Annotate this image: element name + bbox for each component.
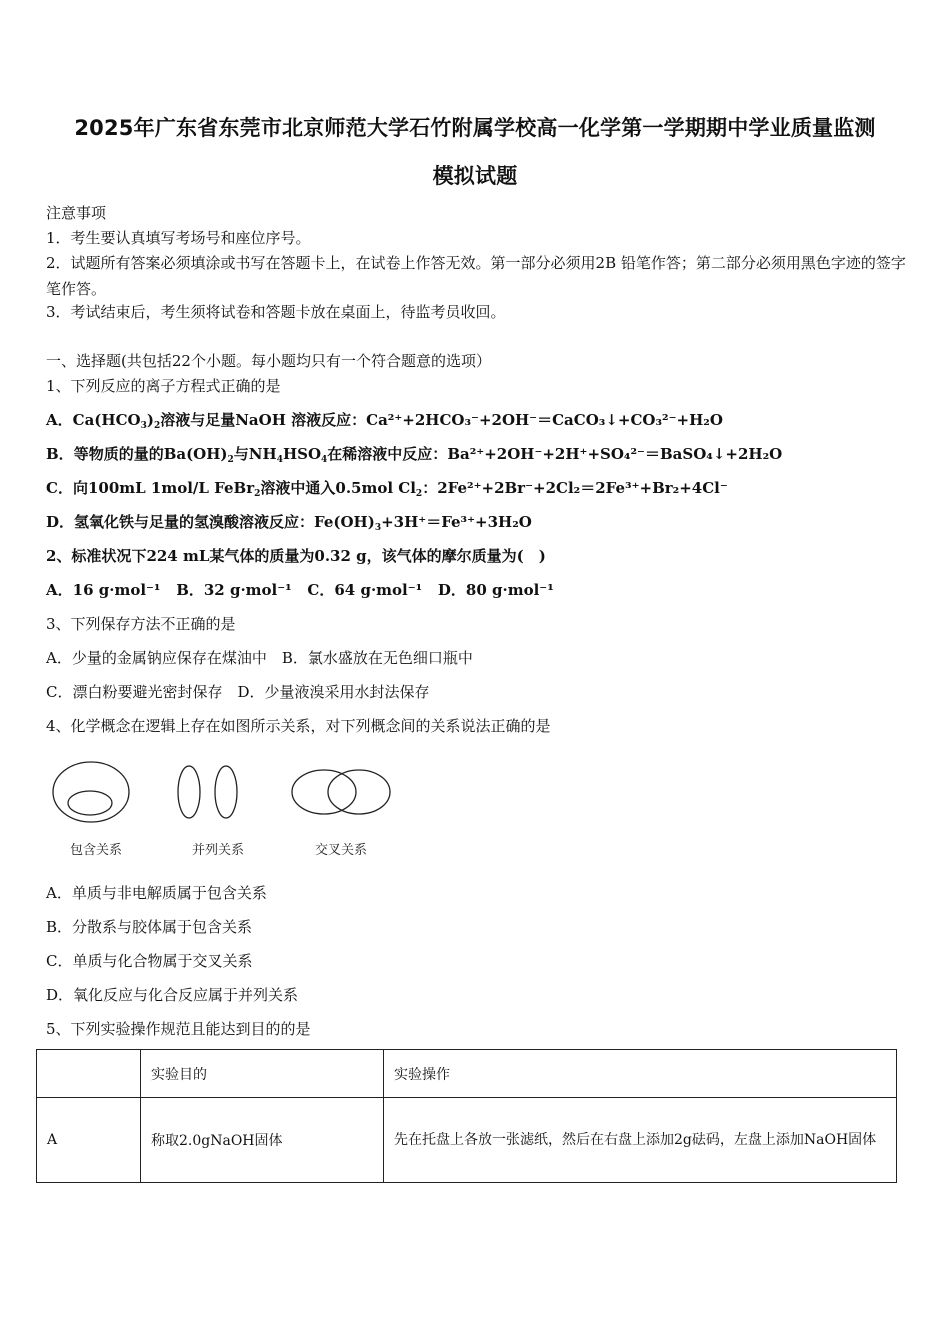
q2-stem: 2、标准状况下224 mL某气体的质量为0.32 g，该气体的摩尔质量为( ) (46, 547, 546, 565)
q1-stem: 1、下列反应的离子方程式正确的是 (46, 377, 281, 395)
q4-option-c: C．单质与化合物属于交叉关系 (46, 952, 253, 970)
q1-c-text-c: ： (422, 479, 438, 497)
parallel-right-ellipse (215, 766, 237, 818)
table-row (37, 1098, 897, 1183)
experiment-table (36, 1049, 897, 1183)
section-heading: 一、选择题(共包括22个小题。每小题均只有一个符合题意的选项） (46, 352, 491, 370)
q3-options-line1: A．少量的金属钠应保存在煤油中 B．氯水盛放在无色细口瓶中 (46, 649, 473, 667)
q1-d-text-a: 氢氧化铁与足量的氢溴酸溶液反应：Fe(OH) (74, 513, 375, 531)
q1-d-label: D． (46, 513, 75, 531)
containment-outer-ellipse (53, 762, 129, 822)
q1-b-text-a: 等物质的量的Ba(OH) (73, 445, 228, 463)
q3-options-line2: C．漂白粉要避光密封保存 D．少量液溴采用水封法保存 (46, 683, 430, 701)
q1-option-b: B．等物质的量的$Ba(OH)_2$与$NH_4HSO_4$在稀溶液中反应：Ba²⁺+2OH⁻+2H⁺+SO₄²⁻＝BaSO₄↓+2H₂O (46, 445, 783, 465)
intersect-left-ellipse (292, 770, 356, 814)
q4-stem: 4、化学概念在逻辑上存在如图所示关系，对下列概念间的关系说法正确的是 (46, 717, 551, 735)
notice-heading: 注意事项 (46, 204, 107, 222)
containment-inner-ellipse (68, 791, 112, 815)
q1-b-label: B． (46, 445, 74, 463)
header-cell-purpose: 实验目的 (141, 1050, 384, 1098)
exam-title-line2: 模拟试题 (432, 164, 518, 188)
q1-c-text-b: 溶液中通入0.5mol Cl (260, 479, 416, 497)
q5-stem: 5、下列实验操作规范且能达到目的的是 (46, 1020, 311, 1038)
q1-option-d: D．氢氧化铁与足量的氢溴酸溶液反应：$Fe(OH)_3+3H^+=Fe^{3+}+3H_2O$ (46, 513, 532, 533)
q1-c-text-a: 向100mL 1mol/L FeBr (72, 479, 255, 497)
q4-option-b: B．分散系与胶体属于包含关系 (46, 918, 253, 936)
notice-item-2: 2．试题所有答案必须填涂或书写在答题卡上，在试卷上作答无效。第一部分必须用2B 铅笔作答；第二部分必须用黑色字迹的签字笔作答。 (46, 254, 906, 298)
q2-options (46, 580, 554, 600)
q4-option-a: A．单质与非电解质属于包含关系 (46, 884, 267, 902)
q1-a-text-b: ) (146, 411, 154, 429)
q1-d-equation: +3H⁺＝Fe³⁺+3H₂O (381, 513, 532, 531)
q1-b-equation: Ba²⁺+2OH⁻+2H⁺+SO₄²⁻＝BaSO₄↓+2H₂O (447, 445, 783, 463)
q1-a-text-a: Ca(HCO (72, 411, 141, 429)
table-header-row (37, 1050, 897, 1098)
q1-a-text-c: 溶液与足量NaOH 溶液反应： (160, 411, 367, 429)
q2-option-d: D．80 g·mol⁻¹ (437, 581, 554, 599)
header-cell-blank (37, 1050, 141, 1098)
q1-b-text-d: 在稀溶液中反应： (327, 445, 448, 463)
parallel-left-ellipse (178, 766, 200, 818)
row-purpose: 称取2.0gNaOH固体 (141, 1098, 384, 1183)
label-parallel: 并列关系 (191, 843, 245, 858)
label-containment: 包含关系 (69, 843, 123, 858)
notice-item-3: 3．考试结束后，考生须将试卷和答题卡放在桌面上，待监考员收回。 (46, 303, 506, 321)
row-key: A (37, 1098, 141, 1183)
q1-a-label: A． (46, 411, 73, 429)
label-intersection: 交叉关系 (314, 843, 368, 858)
q1-option-a: A．$Ca(HCO_3)_2$溶液与足量NaOH 溶液反应：Ca²⁺+2HCO₃⁻+2OH⁻＝CaCO₃↓+CO₃²⁻+H₂O (46, 411, 723, 431)
q1-c-equation: 2Fe²⁺+2Br⁻+2Cl₂＝2Fe³⁺+Br₂+4Cl⁻ (437, 479, 728, 497)
intersect-right-ellipse (328, 770, 390, 814)
q1-b-text-b: 与NH (233, 445, 277, 463)
q1-b-text-c: HSO (282, 445, 322, 463)
exam-title-line1: 2025年广东省东莞市北京师范大学石竹附属学校高一化学第一学期期中学业质量监测 (74, 116, 876, 140)
q2-option-c: C．64 g·mol⁻¹ (307, 581, 423, 599)
notice-item-1: 1．考生要认真填写考场号和座位序号。 (46, 229, 311, 247)
header-cell-operation: 实验操作 (384, 1050, 897, 1098)
q1-option-c: C．向100mL 1mol/L FeBr$_2$溶液中通入0.5mol $Cl_2$：2Fe²⁺+2Br⁻+2Cl₂＝2Fe³⁺+Br₂+4Cl⁻ (46, 479, 728, 499)
row-operation: 先在托盘上各放一张滤纸，然后在右盘上添加2g砝码，左盘上添加NaOH固体 (384, 1098, 897, 1183)
q1-c-label: C． (46, 479, 73, 497)
q1-a-equation: Ca²⁺+2HCO₃⁻+2OH⁻＝CaCO₃↓+CO₃²⁻+H₂O (366, 411, 723, 429)
q2-option-b: B．32 g·mol⁻¹ (176, 581, 292, 599)
q2-option-a: A．16 g·mol⁻¹ (46, 581, 161, 599)
concept-relation-diagram (46, 755, 406, 865)
q4-option-d: D．氧化反应与化合反应属于并列关系 (46, 986, 299, 1004)
q3-stem: 3、下列保存方法不正确的是 (46, 615, 236, 633)
